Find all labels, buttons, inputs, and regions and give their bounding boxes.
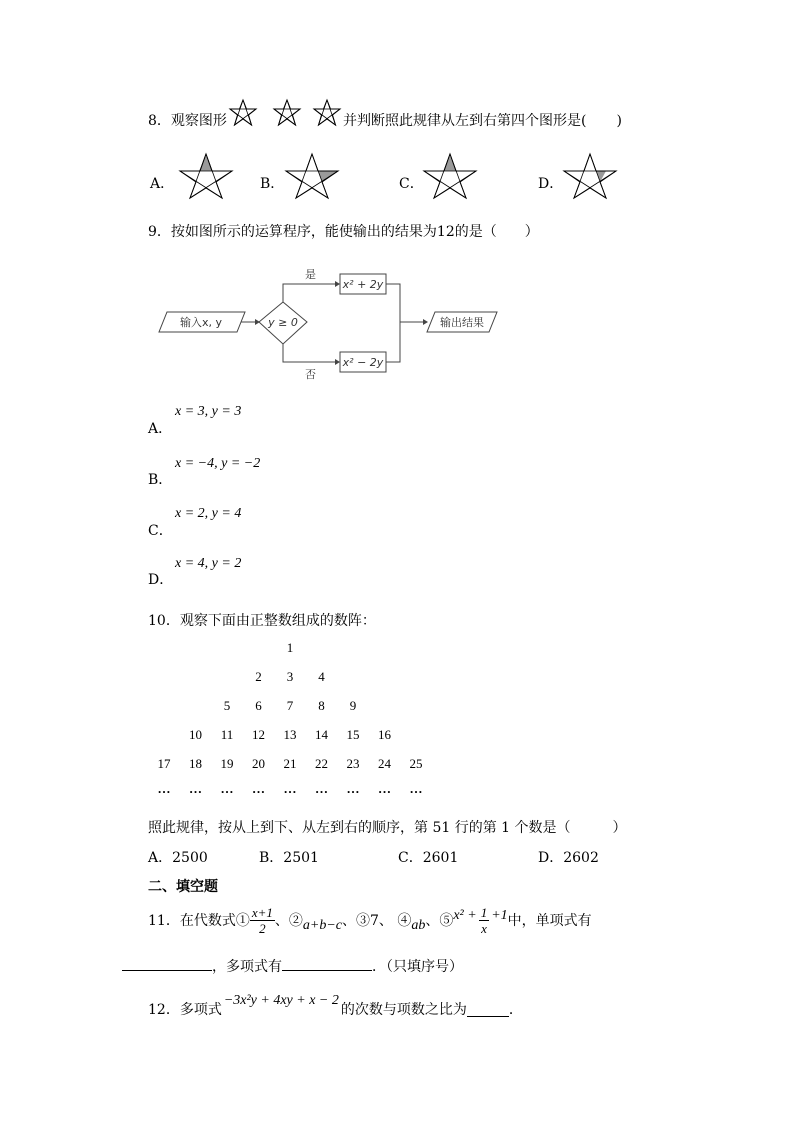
flow-yes-label: 是 <box>305 268 316 281</box>
q12-polynomial: −3x²y + 4xy + x − 2 <box>223 993 339 1008</box>
q10-option-b[interactable]: B．2501 <box>259 850 319 866</box>
array-cell: 19 <box>220 756 234 771</box>
array-cell: … <box>252 781 265 796</box>
array-cell: … <box>346 781 360 796</box>
array-cell: … <box>189 781 202 796</box>
q10-stem: 10．观察下面由正整数组成的数阵： <box>148 613 376 629</box>
array-cell: … <box>157 781 171 796</box>
flow-output-label: 输出结果 <box>440 316 484 329</box>
q8-option-d-label: D． <box>538 176 564 192</box>
array-cell: 1 <box>286 640 294 655</box>
q8-option-b-label: B． <box>260 176 285 192</box>
star-figure-3 <box>312 98 342 128</box>
flow-top-expr: x² + 2y <box>342 278 384 291</box>
array-cell: 2 <box>255 669 262 684</box>
array-cell: 18 <box>189 756 202 771</box>
array-cell: 13 <box>283 727 297 742</box>
array-cell: 20 <box>252 756 265 771</box>
q10-option-a[interactable]: A．2500 <box>148 850 208 866</box>
array-cell: … <box>220 781 234 796</box>
array-cell: 11 <box>220 727 234 742</box>
q8-option-a-label: A． <box>150 176 175 192</box>
star-figure-1 <box>228 98 258 128</box>
q11-line2: ，多项式有 ．（只填序号） <box>122 956 463 976</box>
q9-option-a-label[interactable]: A． <box>148 421 173 437</box>
q9-stem: 9．按如图所示的运算程序，能使输出的结果为12的是（ ） <box>148 224 539 240</box>
q8-stem-b: 并判断照此规律从左到右第四个图形是( ) <box>343 113 622 129</box>
q9-option-a-value: x = 3, y = 3 <box>175 404 242 419</box>
array-cell: 3 <box>286 669 294 684</box>
q9-option-b-value: x = −4, y = −2 <box>175 456 261 471</box>
star-option-d[interactable] <box>562 152 618 200</box>
array-cell: … <box>378 781 391 796</box>
q11-answer-blank-2[interactable] <box>282 956 372 971</box>
array-cell: 25 <box>409 756 423 771</box>
q10-question: 照此规律，按从上到下、从左到右的顺序，第 51 行的第 1 个数是（ ） <box>148 820 627 836</box>
q9-option-c-value: x = 2, y = 4 <box>175 506 242 521</box>
flow-condition-label: y ≥ 0 <box>268 316 298 329</box>
q10-option-c[interactable]: C．2601 <box>398 850 459 866</box>
array-cell: 5 <box>223 698 231 713</box>
array-cell: 24 <box>378 756 391 771</box>
array-cell: 23 <box>346 756 360 771</box>
array-cell: 21 <box>283 756 297 771</box>
flow-no-label: 否 <box>305 368 316 381</box>
array-cell: 8 <box>318 698 325 713</box>
q11-answer-blank-1[interactable] <box>122 956 212 971</box>
array-cell: 4 <box>318 669 325 684</box>
q9-option-b-label[interactable]: B． <box>148 472 173 488</box>
q8-option-c-label: C． <box>399 176 424 192</box>
q11-fraction-5: $\frac{1}{x}$ <box>480 904 488 936</box>
q12-answer-blank[interactable] <box>467 1002 509 1017</box>
q9-option-d-label[interactable]: D． <box>148 572 174 588</box>
section-title: 二、填空题 <box>148 879 218 895</box>
q8-stem-a: 8．观察图形 <box>148 113 227 129</box>
array-cell: 10 <box>189 727 202 742</box>
star-option-c[interactable] <box>422 152 478 200</box>
q9-option-d-value: x = 4, y = 2 <box>175 556 242 571</box>
array-cell: 9 <box>349 698 357 713</box>
array-cell: 7 <box>286 698 294 713</box>
flowchart <box>155 262 515 384</box>
array-cell: 12 <box>252 727 265 742</box>
flow-bottom-expr: x² − 2y <box>342 356 384 369</box>
array-cell: … <box>315 781 328 796</box>
array-cell: 15 <box>346 727 360 742</box>
array-cell: 16 <box>378 727 391 742</box>
array-cell: 6 <box>255 698 262 713</box>
q11-fraction-1: $\frac{x+1}{2}$ <box>251 904 273 936</box>
q12-line: 12．多项式 −3x²y + 4xy + x − 2 的次数与项数之比为 ． <box>148 993 523 1018</box>
array-cell: … <box>283 781 297 796</box>
star-figure-2 <box>272 98 302 128</box>
star-option-a[interactable] <box>178 152 234 200</box>
array-cell: 22 <box>315 756 328 771</box>
q9-option-c-label[interactable]: C． <box>148 523 173 539</box>
array-cell: 14 <box>315 727 328 742</box>
array-cell: 17 <box>157 756 171 771</box>
star-option-b[interactable] <box>284 152 340 200</box>
array-cell: … <box>409 781 423 796</box>
flow-input-label: 输入x, y <box>179 316 223 329</box>
q11-line1: 11．在代数式① $\frac{x+1}{2}$ 、② a+b−c 、③7、 ④ ab 、⑤ x² + $\frac{1}{x}$ +1 中，单项式有 <box>148 904 592 936</box>
q10-option-d[interactable]: D．2602 <box>538 850 599 866</box>
